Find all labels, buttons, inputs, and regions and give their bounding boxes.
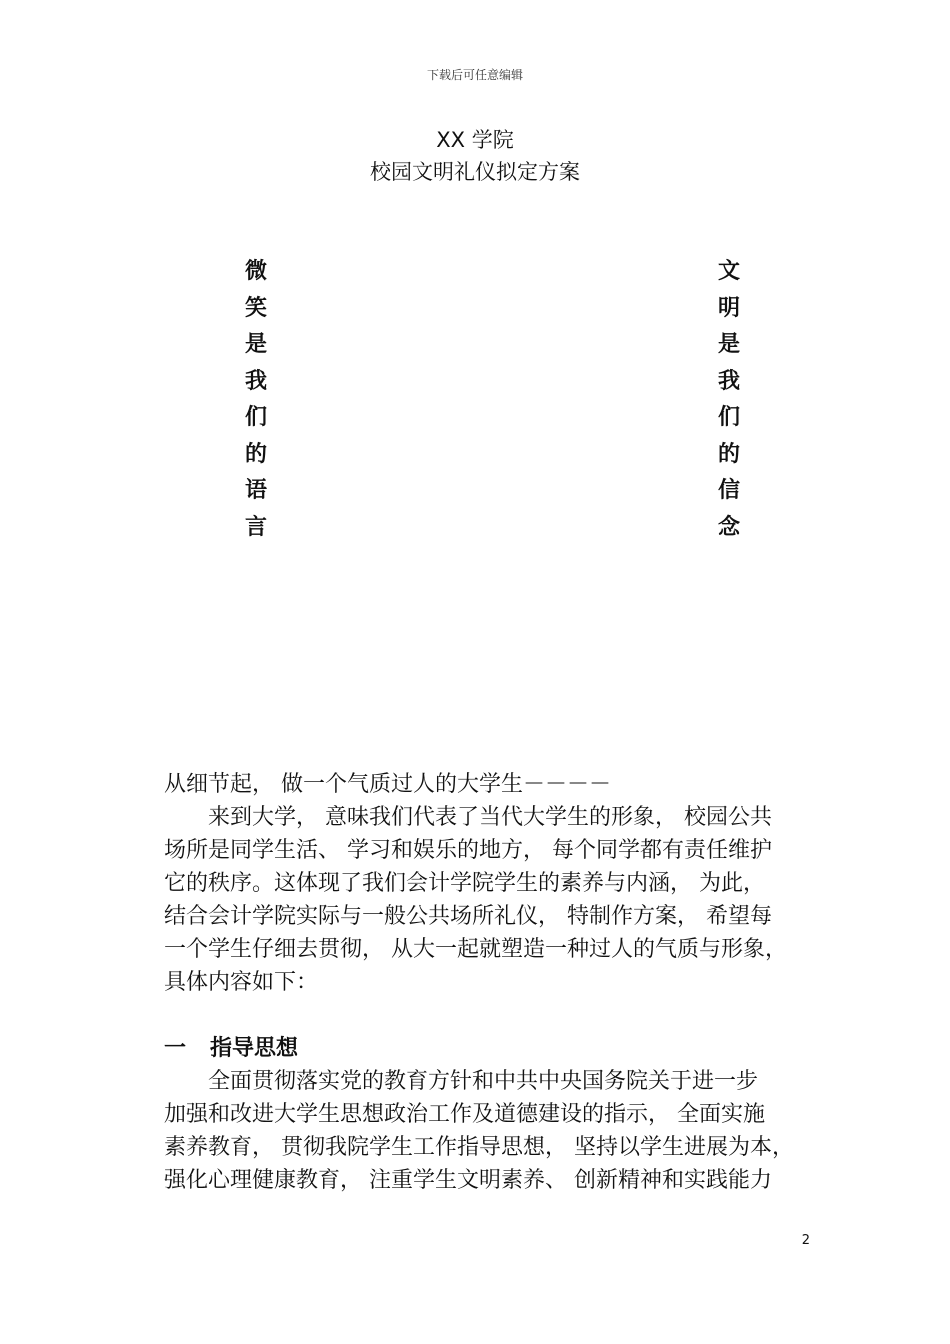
paragraph-line: 强化心理健康教育， 注重学生文明素养、 创新精神和实践能力: [164, 1168, 772, 1193]
slogan-char: 是: [717, 332, 740, 357]
section-heading: [164, 1032, 814, 1065]
vertical-slogan-left: [241, 254, 271, 546]
paragraph-line: 场所是同学生活、 学习和娱乐的地方， 每个同学都有责任维护: [164, 838, 772, 863]
slogan-char: 我: [244, 368, 267, 394]
slogan-char: 念: [717, 514, 740, 540]
document-title-line2: 校园文明礼仪拟定方案: [370, 160, 580, 184]
slogan-char: 们: [244, 405, 267, 430]
intro-lead: 从细节起， 做一个气质过人的大学生－－－－: [164, 772, 611, 797]
slogan-char: 明: [717, 295, 740, 321]
paragraph-line: 一个学生仔细去贯彻， 从大一起就塑造一种过人的气质与形象，: [164, 937, 787, 962]
intro-section: [164, 768, 814, 999]
slogan-char: 的: [244, 441, 267, 467]
header-note: 下载后可任意编辑: [426, 68, 523, 82]
paragraph-line: 素养教育， 贯彻我院学生工作指导思想， 坚持以学生进展为本，: [164, 1135, 794, 1160]
paragraph-line: 结合会计学院实际与一般公共场所礼仪， 特制作方案， 希望每: [164, 904, 772, 929]
slogan-char: 语: [244, 478, 267, 503]
slogan-char: 信: [717, 478, 740, 503]
page-number: 2: [801, 1233, 810, 1248]
slogan-char: 笑: [244, 295, 267, 321]
vertical-slogan-right: [714, 254, 744, 546]
slogan-char: 的: [717, 441, 740, 467]
paragraph-line: 具体内容如下：: [164, 970, 319, 995]
paragraph-line: 全面贯彻落实党的教育方针和中共中央国务院关于进一步: [208, 1069, 759, 1094]
section-title: 指导思想: [210, 1036, 299, 1061]
slogan-char: 是: [244, 332, 267, 357]
slogan-char: 微: [244, 259, 267, 284]
section-number: 一: [164, 1036, 187, 1061]
paragraph-line: 加强和改进大学生思想政治工作及道德建设的指示， 全面实施: [164, 1102, 765, 1127]
document-title-line1: XX 学院: [436, 128, 514, 152]
section-guiding-ideology: [164, 1032, 814, 1197]
paragraph-line: 来到大学， 意味我们代表了当代大学生的形象， 校园公共: [208, 805, 772, 830]
slogan-char: 文: [717, 259, 740, 284]
slogan-char: 言: [244, 514, 267, 540]
slogan-char: 我: [717, 368, 740, 394]
slogan-char: 们: [717, 405, 740, 430]
paragraph-line: 它的秩序。这体现了我们会计学院学生的素养与内涵， 为此，: [164, 871, 765, 896]
